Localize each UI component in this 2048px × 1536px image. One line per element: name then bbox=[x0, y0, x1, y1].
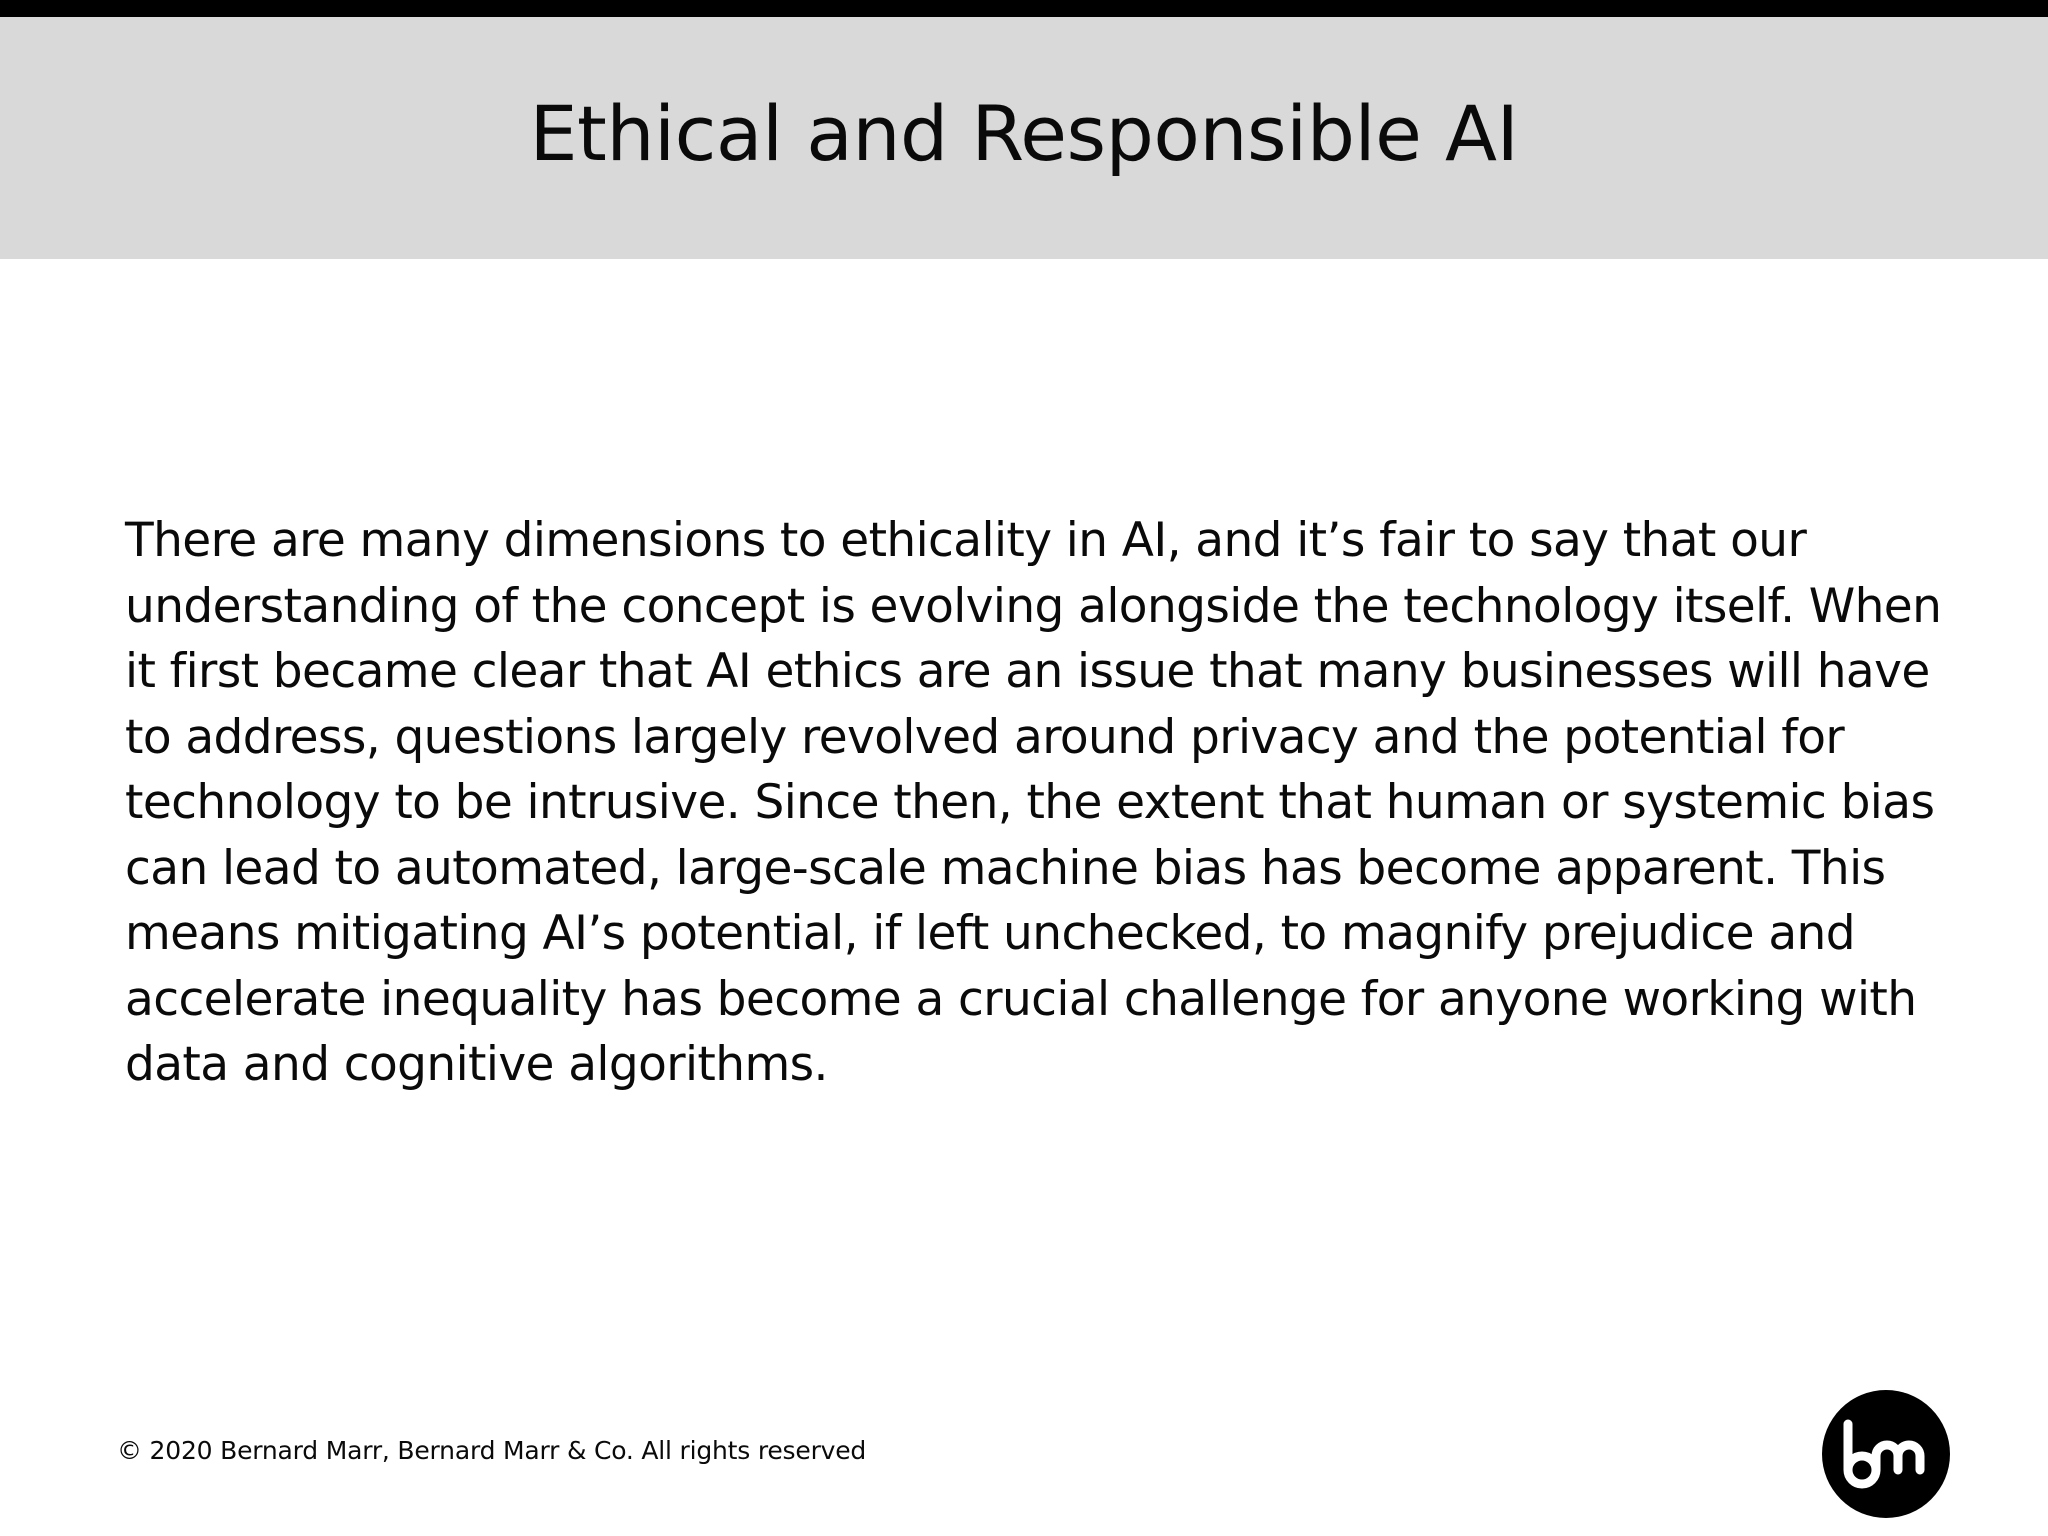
slide-title: Ethical and Responsible AI bbox=[529, 88, 1519, 178]
title-band bbox=[0, 17, 2048, 259]
body-paragraph: There are many dimensions to ethicality in AI, and it’s fair to say that our understanding of the concept is evolving alongside the technology itself. When it first became clear that AI ethics are an issue that many businesses will have to address, questions largely revolved around privacy and the potential for technology to be intrusive. Since then, the extent that human or systemic bias can lead to automated, large-scale machine bias has become apparent. This means mitigating AI’s potential, if left unchecked, to magnify prejudice and accelerate inequality has become a crucial challenge for anyone working with data and cognitive algorithms. bbox=[125, 513, 1942, 1092]
copyright-footer: © 2020 Bernard Marr, Bernard Marr & Co. All rights reserved bbox=[117, 1436, 867, 1465]
bm-logo-icon bbox=[1822, 1390, 1950, 1518]
top-bar bbox=[0, 0, 2048, 17]
